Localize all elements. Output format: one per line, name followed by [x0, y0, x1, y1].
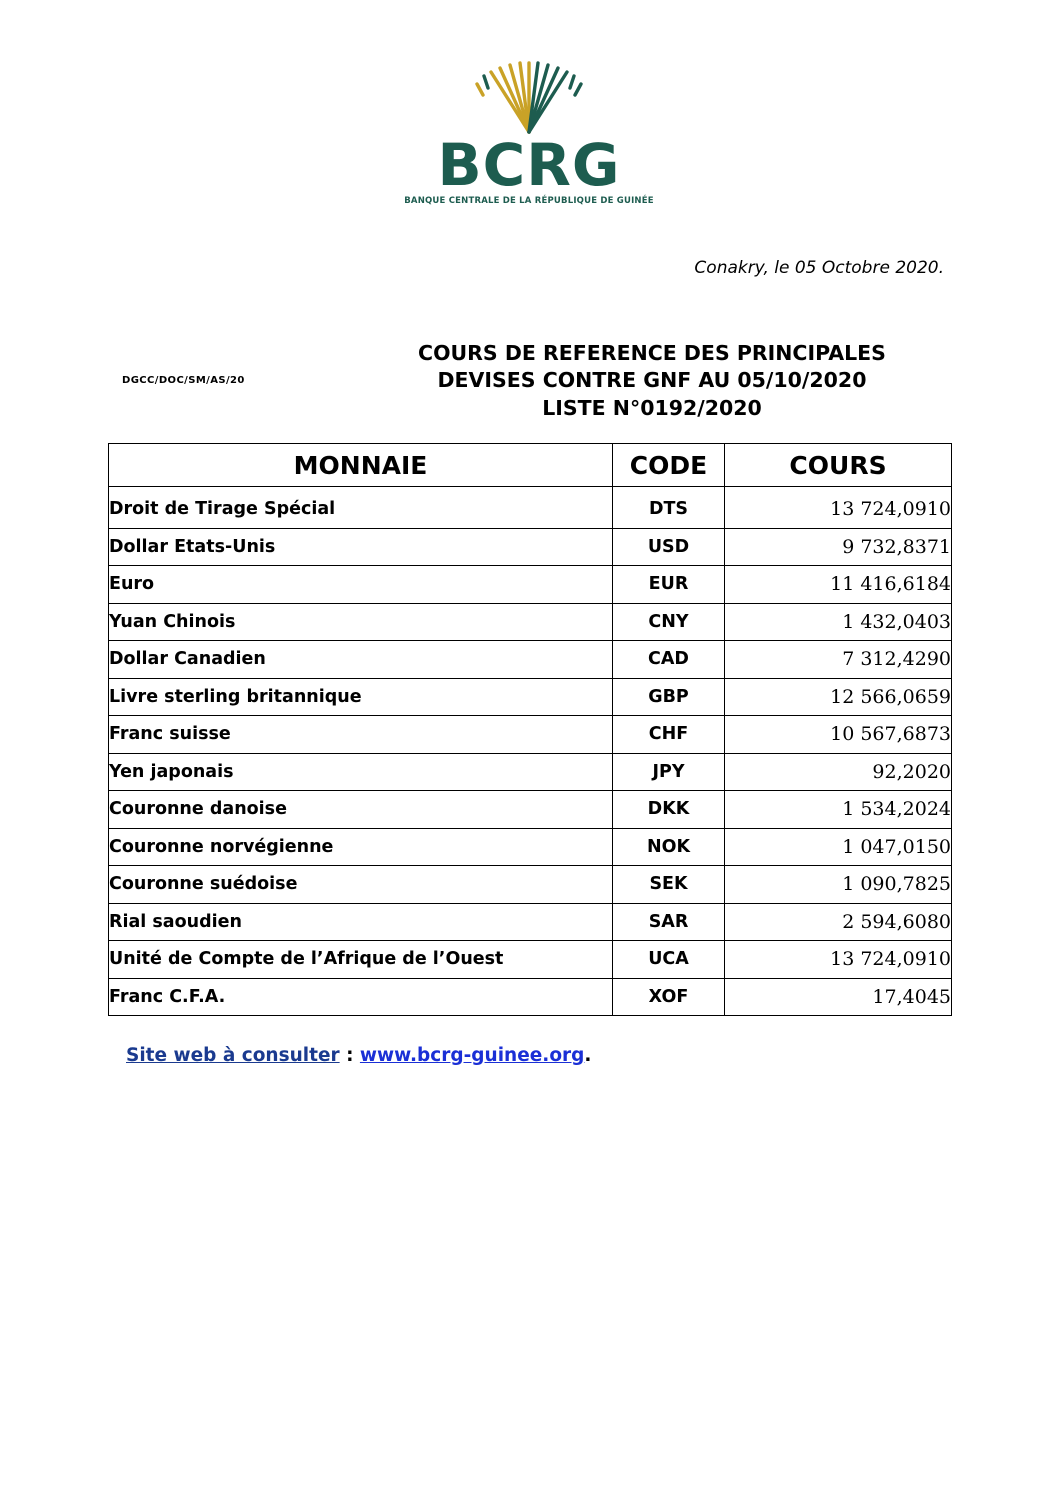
currency-name: Franc suisse [109, 716, 613, 754]
currency-code: DKK [613, 791, 725, 829]
footer-trailing-period: . [584, 1045, 592, 1066]
currency-code: GBP [613, 678, 725, 716]
table-row [109, 978, 952, 1016]
table-header-row [109, 444, 952, 487]
currency-name: Euro [109, 566, 613, 604]
currency-rate: 17,4045 [725, 978, 952, 1016]
table-row [109, 528, 952, 566]
currency-code: CAD [613, 641, 725, 679]
table-row [109, 487, 952, 529]
exchange-rates-table [108, 443, 952, 1016]
reference-code: DGCC/DOC/SM/AS/20 [122, 375, 245, 386]
currency-rate: 1 090,7825 [725, 866, 952, 904]
sunburst-rays-icon [444, 58, 614, 136]
currency-code: EUR [613, 566, 725, 604]
table-row [109, 603, 952, 641]
currency-name: Yuan Chinois [109, 603, 613, 641]
currency-code: JPY [613, 753, 725, 791]
table-header [109, 444, 952, 487]
currency-name: Unité de Compte de l’Afrique de l’Ouest [109, 941, 613, 979]
table-row [109, 641, 952, 679]
currency-code: XOF [613, 978, 725, 1016]
footer-note [126, 1045, 591, 1066]
page-title [280, 340, 1024, 422]
currency-code: CHF [613, 716, 725, 754]
currency-code: CNY [613, 603, 725, 641]
logo-inner [404, 58, 654, 206]
currency-rate: 7 312,4290 [725, 641, 952, 679]
title-line-2: DEVISES CONTRE GNF AU 05/10/2020 [437, 368, 867, 393]
currency-code: UCA [613, 941, 725, 979]
exchange-rates-table-wrapper [108, 443, 951, 1016]
currency-name: Couronne danoise [109, 791, 613, 829]
currency-rate: 9 732,8371 [725, 528, 952, 566]
currency-rate: 13 724,0910 [725, 941, 952, 979]
currency-code: USD [613, 528, 725, 566]
title-line-1: COURS DE REFERENCE DES PRINCIPALES [418, 341, 886, 365]
currency-rate: 1 047,0150 [725, 828, 952, 866]
currency-name: Franc C.F.A. [109, 978, 613, 1016]
footer-lead-text: Site web à consulter [126, 1045, 340, 1066]
currency-rate: 13 724,0910 [725, 487, 952, 529]
logo-block [0, 0, 1058, 207]
website-link[interactable]: www.bcrg-guinee.org [359, 1045, 585, 1066]
currency-rate: 1 432,0403 [725, 603, 952, 641]
document-date: Conakry, le 05 Octobre 2020. [694, 258, 944, 278]
title-line-3: LISTE N°0192/2020 [542, 395, 762, 420]
currency-code: NOK [613, 828, 725, 866]
currency-name: Couronne norvégienne [109, 828, 613, 866]
currency-rate: 10 567,6873 [725, 716, 952, 754]
column-header-monnaie: MONNAIE [109, 444, 613, 487]
logo-subtitle: BANQUE CENTRALE DE LA RÉPUBLIQUE DE GUINÉE [404, 196, 654, 207]
currency-name: Dollar Etats-Unis [109, 528, 613, 566]
table-body [109, 487, 952, 1016]
footer-separator: : [339, 1045, 360, 1066]
currency-code: DTS [613, 487, 725, 529]
currency-rate: 12 566,0659 [725, 678, 952, 716]
table-row [109, 753, 952, 791]
currency-name: Couronne suédoise [109, 866, 613, 904]
currency-rate: 1 534,2024 [725, 791, 952, 829]
table-row [109, 678, 952, 716]
currency-name: Yen japonais [109, 753, 613, 791]
table-row [109, 866, 952, 904]
currency-name: Dollar Canadien [109, 641, 613, 679]
currency-code: SAR [613, 903, 725, 941]
currency-name: Livre sterling britannique [109, 678, 613, 716]
table-row [109, 828, 952, 866]
currency-rate: 11 416,6184 [725, 566, 952, 604]
currency-name: Rial saoudien [109, 903, 613, 941]
table-row [109, 903, 952, 941]
currency-name: Droit de Tirage Spécial [109, 487, 613, 529]
column-header-cours: COURS [725, 444, 952, 487]
currency-rate: 2 594,6080 [725, 903, 952, 941]
table-row [109, 791, 952, 829]
column-header-code: CODE [613, 444, 725, 487]
logo-wordmark: BCRG [437, 131, 621, 199]
table-row [109, 941, 952, 979]
table-row [109, 716, 952, 754]
table-row [109, 566, 952, 604]
currency-code: SEK [613, 866, 725, 904]
currency-rate: 92,2020 [725, 753, 952, 791]
